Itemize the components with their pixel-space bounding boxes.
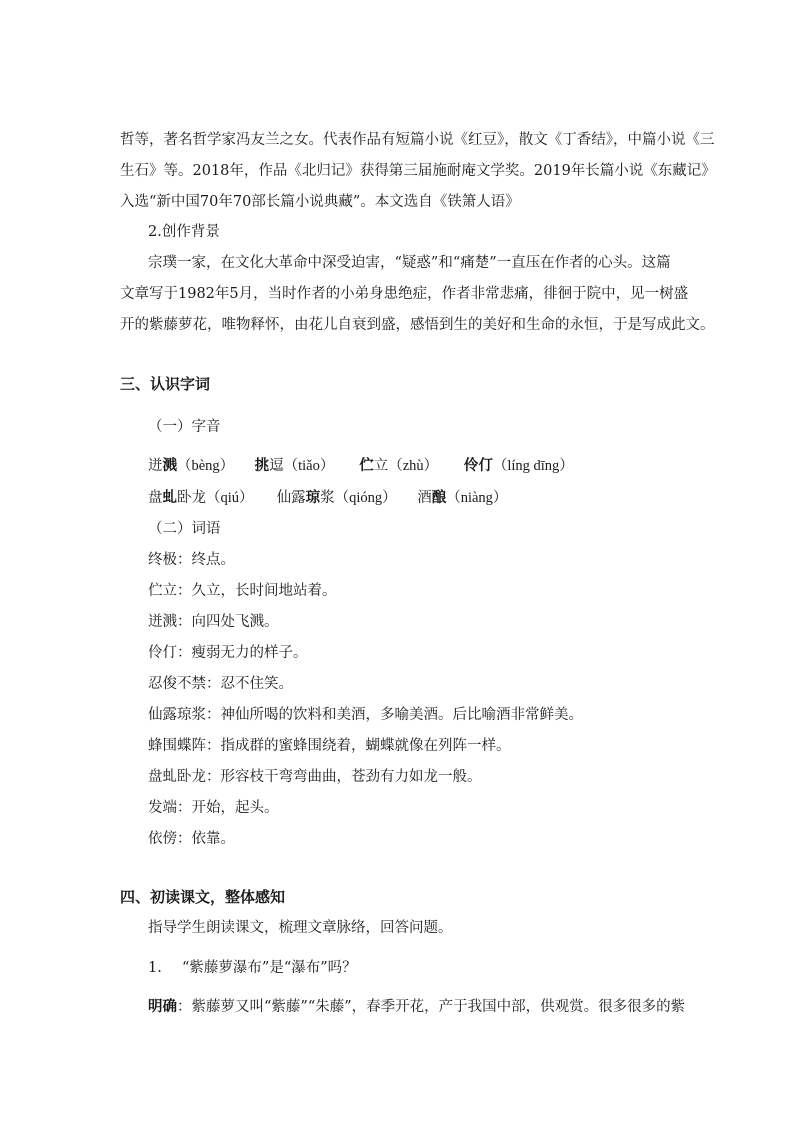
vocab-item: 伫立：久立，长时间地站着。 (148, 583, 337, 599)
pinyin-row-2 (148, 488, 507, 508)
vocab-item: 仙露琼浆：神仙所喝的饮料和美酒，多喻美酒。后比喻酒非常鲜美。 (148, 707, 583, 723)
intro-line-3: 入选“新中国70年70部长篇小说典藏”。本文选自《铁箫人语》 (120, 194, 520, 210)
vocab-item: 蜂围蝶阵：指成群的蜜蜂围绕着，蝴蝶就像在列阵一样。 (148, 738, 511, 754)
vocab-item: 迸溅：向四处飞溅。 (148, 614, 279, 630)
vocab-item: 依傍：依靠。 (148, 831, 235, 847)
pinyin-item: 酒酿（niàng） (417, 489, 508, 506)
pinyin-item: 伶仃（líng dīng） (463, 457, 574, 474)
section3-heading: 三、认识字词 (120, 375, 211, 393)
vocab-item: 伶仃：瘦弱无力的样子。 (148, 645, 308, 661)
section3-sub2: （二）词语 (148, 521, 221, 537)
section4-heading: 四、初读课文，整体感知 (120, 888, 286, 906)
vocab-item: 发端：开始，起头。 (148, 800, 279, 816)
question-text: “紫藤萝瀑布”是“瀑布”吗？ (182, 960, 357, 976)
vocab-item: 终极：终点。 (148, 552, 235, 568)
background-line-3: 开的紫藤萝花，唯物释怀，由花儿自衰到盛，感悟到生的美好和生命的永恒，于是写成此文。 (120, 317, 715, 333)
vocab-item: 忍俊不禁：忍不住笑。 (148, 676, 293, 692)
vocab-item: 盘虬卧龙：形容枝干弯弯曲曲，苍劲有力如龙一般。 (148, 769, 482, 785)
pinyin-item: 伫立（zhù） (359, 457, 439, 474)
question-number: 1. (148, 960, 162, 976)
pinyin-item: 挑逗（tiǎo） (254, 457, 335, 474)
background-line-2: 文章写于1982年5月，当时作者的小弟身患绝症，作者非常悲痛，徘徊于院中，见一树盛 (120, 286, 689, 302)
pinyin-item: 仙露琼浆（qióng） (276, 489, 397, 506)
section4-intro: 指导学生朗读课文，梳理文章脉络，回答问题。 (148, 920, 453, 936)
pinyin-item: 迸溅（bèng） (148, 457, 235, 474)
answer-label: 明确 (148, 998, 177, 1015)
section3-sub1: （一）字音 (148, 419, 221, 435)
answer-line (148, 997, 685, 1017)
question-1 (148, 958, 357, 978)
answer-text: ：紫藤萝又叫“紫藤”“朱藤”，春季开花，产于我国中部，供观赏。很多很多的紫 (177, 999, 686, 1015)
background-line-1: 宗璞一家，在文化大革命中深受迫害，“疑惑”和“痛楚”一直压在作者的心头。这篇 (148, 255, 671, 271)
intro-line-2: 生石》等。2018年，作品《北归记》获得第三届施耐庵文学奖。2019年长篇小说《东藏记》 (120, 163, 716, 179)
pinyin-item: 盘虬卧龙（qiú） (148, 489, 254, 506)
intro-line-1: 哲等，著名哲学家冯友兰之女。代表作品有短篇小说《红豆》，散文《丁香结》，中篇小说《三 (120, 132, 715, 148)
pinyin-row-1 (148, 456, 574, 476)
background-title: 2.创作背景 (148, 224, 220, 240)
